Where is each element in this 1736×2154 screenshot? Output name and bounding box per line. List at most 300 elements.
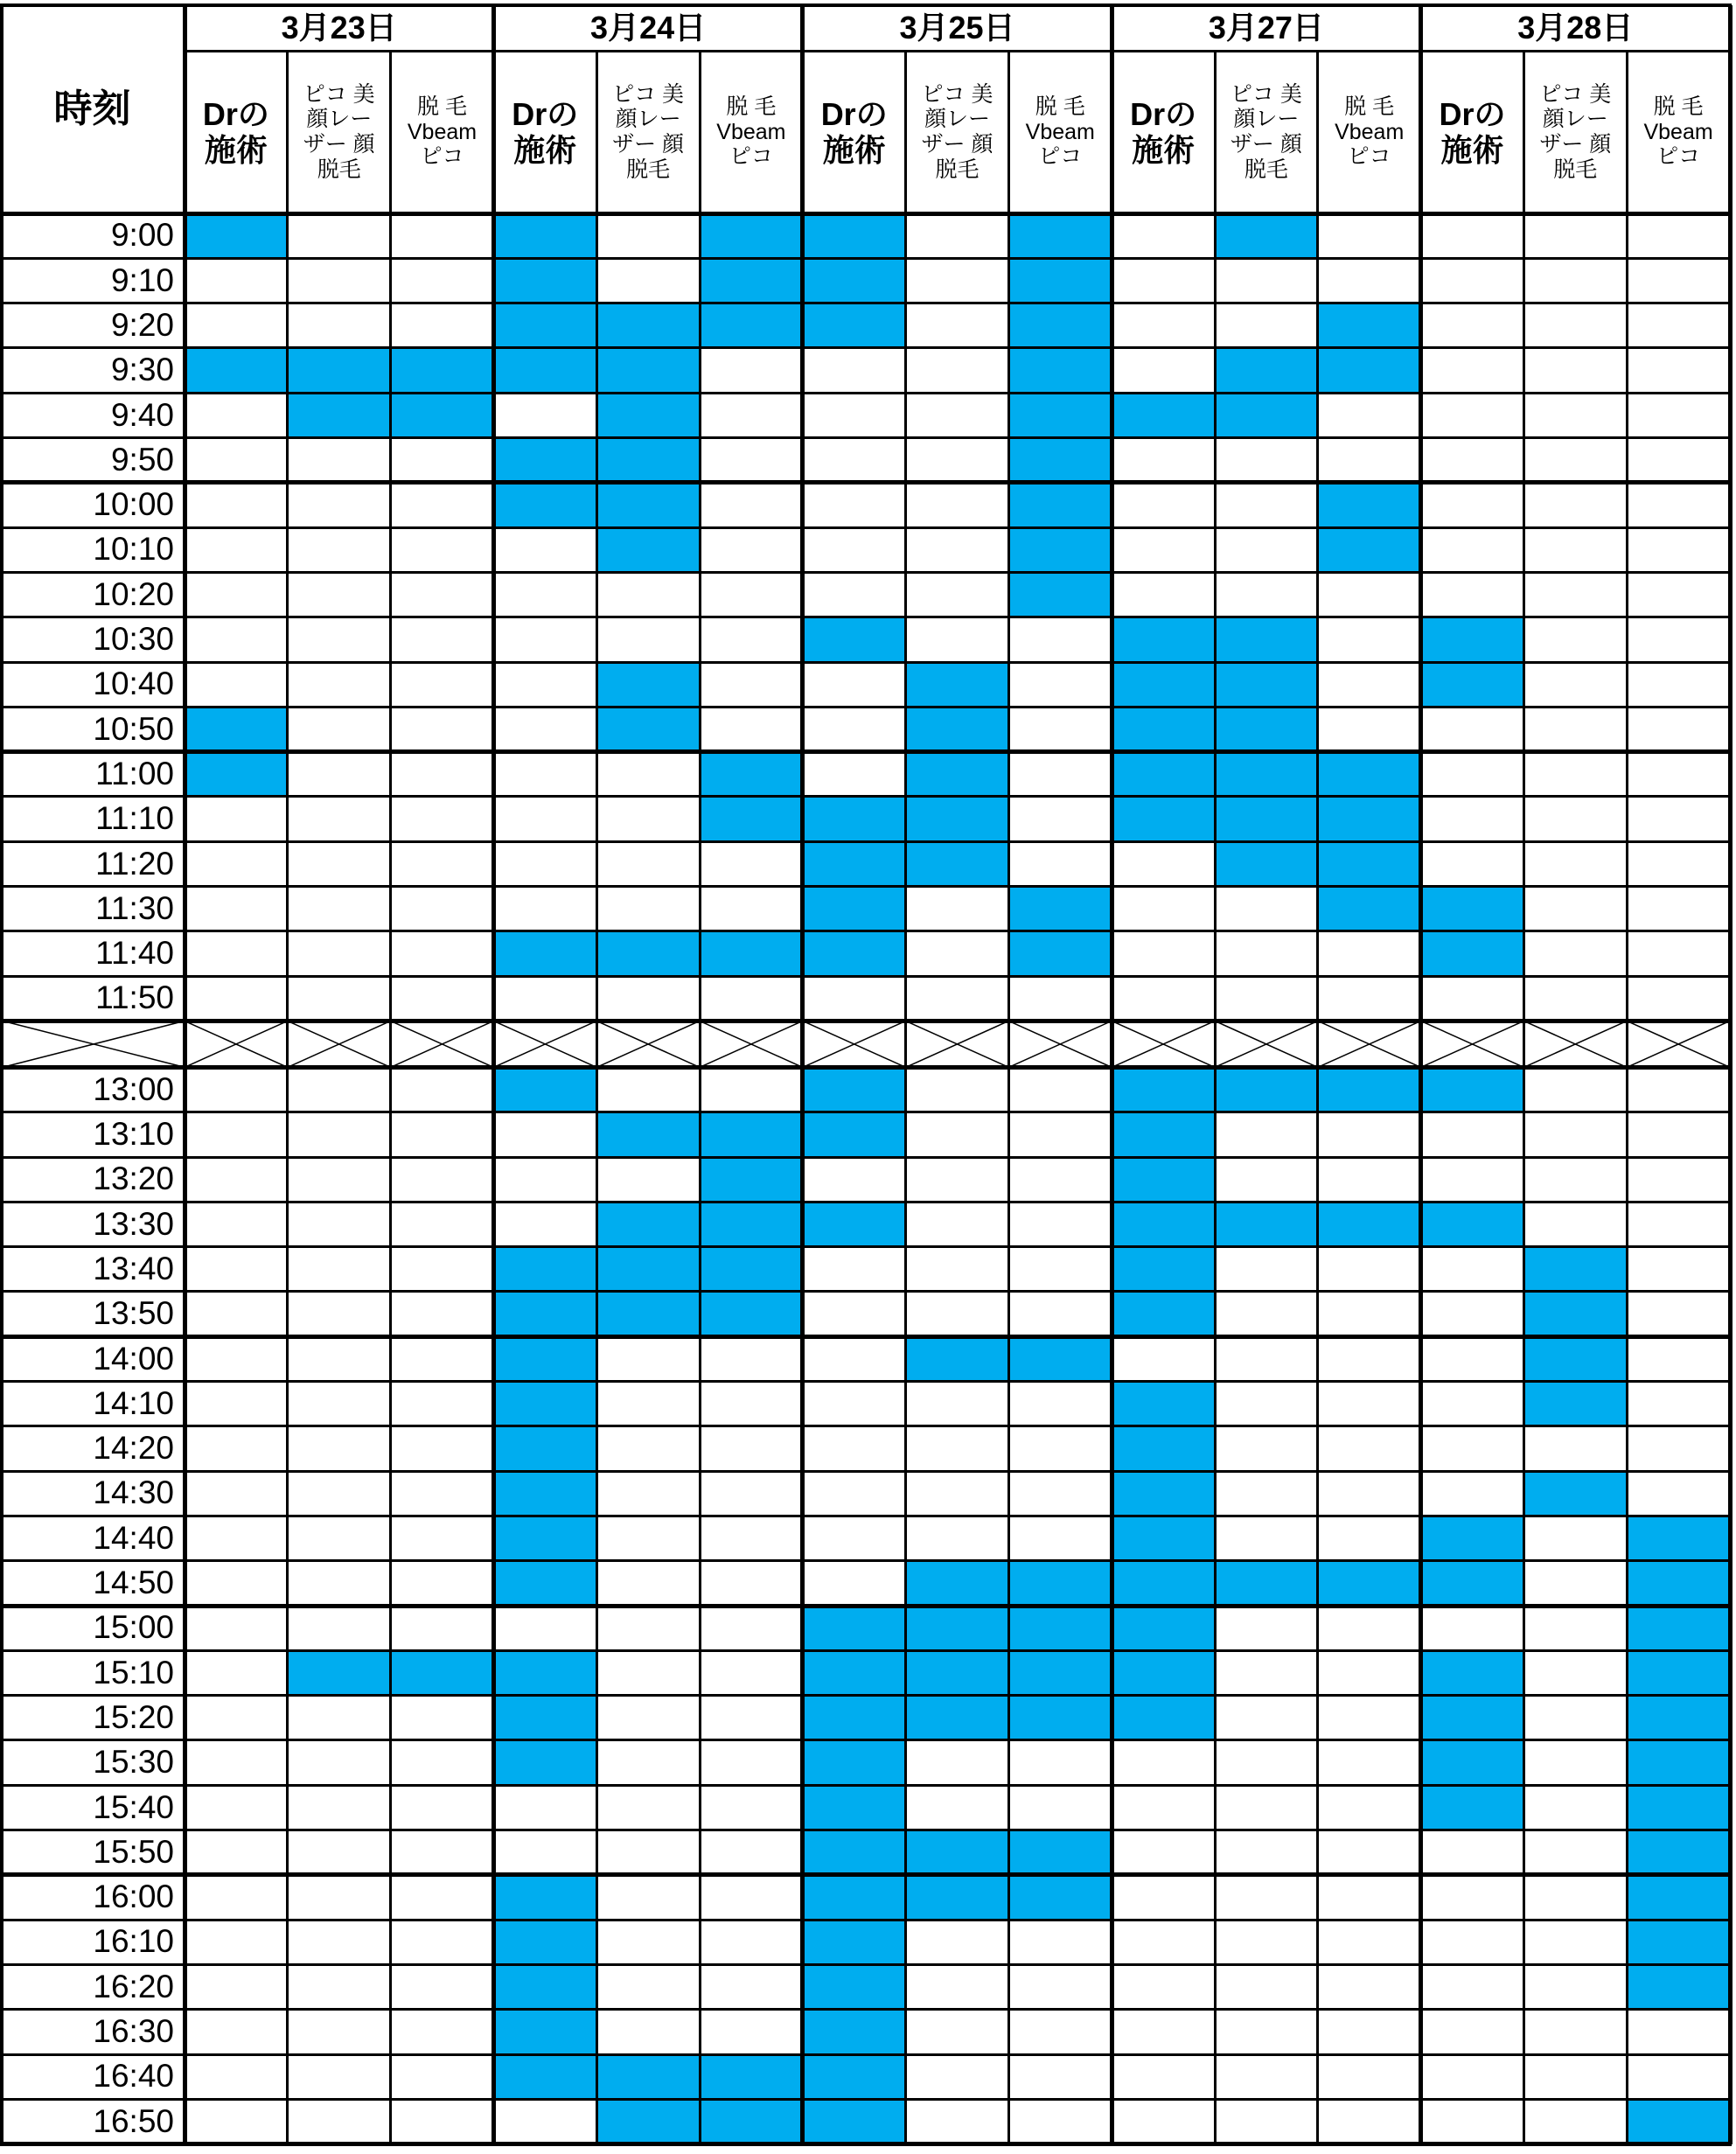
slot-cell [596,1740,700,1785]
subcolumn-header: ピコ 美 顔レー ザー 顔 脱毛 [1230,81,1302,182]
slot-cell [1318,662,1421,707]
slot-cell [1008,348,1112,393]
slot-cell [596,1067,700,1112]
slot-cell [1421,1875,1524,1920]
slot-cell [185,1606,288,1650]
slot-cell [1523,2099,1627,2144]
slot-cell [1008,2054,1112,2099]
slot-cell [391,1471,494,1516]
slot-cell [1215,2010,1318,2054]
slot-cell [391,1247,494,1292]
slot-cell [1627,1292,1730,1336]
lunch-cross-line [3,1021,185,1067]
slot-cell [1523,976,1627,1021]
slot-cell [1215,527,1318,572]
slot-cell [391,1157,494,1202]
slot-cell [1421,1740,1524,1785]
slot-cell [1318,303,1421,348]
slot-cell [1008,572,1112,617]
slot-cell [1627,1067,1730,1112]
slot-cell [1008,1516,1112,1560]
slot-cell [493,1067,596,1112]
slot-cell [803,572,906,617]
slot-cell [493,1516,596,1560]
time-label: 15:10 [93,1654,174,1690]
slot-cell [288,707,391,751]
grid-line [389,51,392,2144]
slot-cell [391,707,494,751]
slot-cell [700,841,803,886]
grid-line [0,1919,1732,1921]
slot-cell [596,1920,700,1964]
slot-cell [1008,617,1112,662]
grid-line [0,1201,1732,1203]
slot-cell [1112,572,1215,617]
slot-cell [391,1202,494,1246]
slot-cell [596,1875,700,1920]
slot-cell [803,707,906,751]
slot-cell [700,1202,803,1246]
slot-cell [288,1112,391,1157]
slot-cell [391,1830,494,1875]
slot-cell [1523,662,1627,707]
slot-cell [1421,1561,1524,1606]
slot-cell [803,527,906,572]
time-label: 16:50 [93,2102,174,2139]
slot-cell [700,2099,803,2144]
slot-cell [1215,483,1318,527]
slot-cell [1523,303,1627,348]
slot-cell [1523,1516,1627,1560]
slot-cell [1627,1875,1730,1920]
slot-cell [1523,527,1627,572]
slot-cell [700,1696,803,1740]
slot-cell [1627,1650,1730,1695]
time-label: 13:30 [93,1205,174,1242]
slot-cell [1112,1740,1215,1785]
slot-cell [596,213,700,258]
slot-cell [1318,841,1421,886]
slot-cell [1523,797,1627,841]
slot-cell [1318,617,1421,662]
slot-cell [1318,1516,1421,1560]
slot-cell [1112,707,1215,751]
slot-cell [1627,1471,1730,1516]
slot-cell [288,1157,391,1202]
slot-cell [1318,1561,1421,1606]
slot-cell [391,393,494,437]
slot-cell [700,1740,803,1785]
slot-cell [1318,1336,1421,1381]
slot-cell [1523,393,1627,437]
slot-cell [288,797,391,841]
time-label: 14:00 [93,1340,174,1377]
date-header: 3月25日 [899,10,1015,46]
slot-cell [596,1157,700,1202]
slot-cell [1523,483,1627,527]
slot-cell [1627,662,1730,707]
slot-cell [1008,752,1112,797]
slot-cell [391,1382,494,1426]
slot-cell [1215,887,1318,931]
slot-cell [1421,841,1524,886]
slot-cell [1008,707,1112,751]
slot-cell [1112,1471,1215,1516]
subcolumn-header: 脱 毛 Vbeam ピコ [1335,94,1405,170]
lunch-cross-line [1627,1021,1730,1067]
slot-cell [391,483,494,527]
slot-cell [493,483,596,527]
slot-cell [1523,1920,1627,1964]
slot-cell [1523,1964,1627,2009]
slot-cell [1627,887,1730,931]
slot-cell [1421,1247,1524,1292]
slot-cell [1112,1964,1215,2009]
subcolumn-header: 脱 毛 Vbeam ピコ [716,94,786,170]
slot-cell [700,527,803,572]
slot-cell [1008,1964,1112,2009]
slot-cell [1318,1292,1421,1336]
slot-cell [1112,213,1215,258]
slot-cell [803,976,906,1021]
slot-cell [1112,1426,1215,1471]
slot-cell [700,2010,803,2054]
slot-cell [493,213,596,258]
slot-cell [185,752,288,797]
slot-cell [1523,1696,1627,1740]
slot-cell [1008,1157,1112,1202]
slot-cell [288,752,391,797]
lunch-cross-line [185,1021,288,1067]
slot-cell [493,707,596,751]
slot-cell [803,1382,906,1426]
slot-cell [906,2099,1009,2144]
lunch-cross-line [1318,1021,1421,1067]
slot-cell [1112,1336,1215,1381]
slot-cell [1421,1920,1524,1964]
slot-cell [288,1696,391,1740]
slot-cell [1421,662,1524,707]
slot-cell [1215,393,1318,437]
slot-cell [185,1830,288,1875]
slot-cell [700,1292,803,1336]
slot-cell [1523,752,1627,797]
slot-cell [1215,1920,1318,1964]
slot-cell [1008,1740,1112,1785]
lunch-cross-line [1421,1021,1524,1067]
slot-cell [596,976,700,1021]
slot-cell [1523,572,1627,617]
slot-cell [1318,752,1421,797]
time-label: 13:40 [93,1250,174,1286]
slot-cell [596,1561,700,1606]
lunch-cross-line [700,1021,803,1067]
slot-cell [906,572,1009,617]
time-label: 11:40 [95,935,174,972]
slot-cell [391,1920,494,1964]
slot-cell [1112,1202,1215,1246]
slot-cell [1318,1606,1421,1650]
slot-cell [493,662,596,707]
slot-cell [1215,1650,1318,1695]
grid-line [492,5,496,2144]
slot-cell [288,438,391,483]
slot-cell [596,1112,700,1157]
slot-cell [1318,1157,1421,1202]
grid-line [1626,51,1628,2144]
slot-cell [596,1785,700,1830]
slot-cell [1008,1247,1112,1292]
slot-cell [1318,348,1421,393]
slot-cell [700,707,803,751]
slot-cell [493,976,596,1021]
slot-cell [1318,527,1421,572]
subcolumn-header: Drの 施術 [1130,95,1197,168]
lunch-cross-line [391,1021,494,1067]
slot-cell [1627,213,1730,258]
lunch-cross-line [803,1021,906,1067]
slot-cell [1215,1830,1318,1875]
slot-cell [391,1561,494,1606]
grid-line [0,930,1732,932]
slot-cell [288,303,391,348]
slot-cell [1318,1202,1421,1246]
grid-line [0,3,1732,7]
slot-cell [596,1964,700,2009]
slot-cell [185,1292,288,1336]
slot-cell [1112,2010,1215,2054]
grid-line [0,749,1732,754]
slot-cell [493,797,596,841]
grid-line [0,1739,1732,1741]
grid-line [1523,51,1525,2144]
slot-cell [1215,1696,1318,1740]
slot-cell [1523,2054,1627,2099]
slot-cell [1318,976,1421,1021]
slot-cell [288,931,391,976]
slot-cell [1008,841,1112,886]
slot-cell [288,1920,391,1964]
slot-cell [596,1696,700,1740]
slot-cell [1421,617,1524,662]
slot-cell [1112,797,1215,841]
slot-cell [185,707,288,751]
lunch-cross-line [596,1021,700,1067]
time-label: 15:00 [93,1609,174,1646]
time-label: 9:50 [110,441,174,478]
slot-cell [1318,1696,1421,1740]
slot-cell [1112,527,1215,572]
slot-cell [1627,797,1730,841]
grid-line [0,2142,1732,2146]
slot-cell [1318,2010,1421,2054]
slot-cell [1627,303,1730,348]
slot-cell [1627,617,1730,662]
grid-line [183,5,187,2144]
slot-cell [1627,2099,1730,2144]
subcolumn-header: ピコ 美 顔レー ザー 顔 脱毛 [303,81,375,182]
slot-cell [1215,1516,1318,1560]
lunch-cross-line [3,1021,185,1067]
slot-cell [1318,1920,1421,1964]
slot-cell [1627,1830,1730,1875]
slot-cell [1112,1650,1215,1695]
slot-cell [1627,1561,1730,1606]
slot-cell [906,1830,1009,1875]
slot-cell [1318,1382,1421,1426]
slot-cell [391,2099,494,2144]
slot-cell [1627,1112,1730,1157]
grid-line [0,1156,1732,1159]
slot-cell [493,2010,596,2054]
slot-cell [185,527,288,572]
slot-cell [1421,348,1524,393]
slot-cell [700,1157,803,1202]
slot-cell [906,707,1009,751]
lunch-cross-line [1215,1021,1318,1067]
slot-cell [1627,1336,1730,1381]
slot-cell [700,1920,803,1964]
lunch-cross-line [288,1021,391,1067]
time-label: 13:50 [93,1295,174,1332]
date-header: 3月23日 [281,10,397,46]
slot-cell [906,1696,1009,1740]
time-label: 14:30 [93,1474,174,1511]
slot-cell [803,1830,906,1875]
subcolumn-header: 脱 毛 Vbeam ピコ [1643,94,1713,170]
slot-cell [493,348,596,393]
slot-cell [803,1561,906,1606]
slot-cell [596,572,700,617]
slot-cell [493,1696,596,1740]
grid-line [0,1829,1732,1831]
grid-line [0,1470,1732,1473]
time-label: 14:50 [93,1565,174,1601]
slot-cell [1318,258,1421,303]
slot-cell [1215,2054,1318,2099]
slot-cell [1215,213,1318,258]
slot-cell [1523,887,1627,931]
slot-cell [185,841,288,886]
slot-cell [906,617,1009,662]
time-label: 11:20 [95,845,174,882]
slot-cell [1112,1606,1215,1650]
slot-cell [1421,1067,1524,1112]
slot-cell [1627,348,1730,393]
slot-cell [493,1920,596,1964]
slot-cell [803,2010,906,2054]
slot-cell [493,1875,596,1920]
slot-cell [1112,976,1215,1021]
slot-cell [391,1964,494,2009]
slot-cell [493,1157,596,1202]
slot-cell [1215,1471,1318,1516]
slot-cell [596,662,700,707]
slot-cell [1215,2099,1318,2144]
slot-cell [906,213,1009,258]
slot-cell [391,1112,494,1157]
slot-cell [1523,1561,1627,1606]
slot-cell [906,1382,1009,1426]
slot-cell [1215,572,1318,617]
slot-cell [700,1561,803,1606]
slot-cell [1112,1247,1215,1292]
slot-cell [1008,1336,1112,1381]
time-label: 16:10 [93,1923,174,1960]
slot-cell [1318,1247,1421,1292]
slot-cell [1523,348,1627,393]
slot-cell [1008,1202,1112,1246]
slot-cell [185,303,288,348]
slot-cell [1112,841,1215,886]
slot-cell [596,1292,700,1336]
slot-cell [803,1157,906,1202]
slot-cell [288,1382,391,1426]
slot-cell [1421,1606,1524,1650]
slot-cell [1215,1067,1318,1112]
slot-cell [1215,797,1318,841]
slot-cell [1627,1426,1730,1471]
slot-cell [700,617,803,662]
slot-cell [1215,1336,1318,1381]
slot-cell [1421,2099,1524,2144]
grid-line [0,480,1732,484]
slot-cell [596,438,700,483]
time-label: 11:50 [95,979,174,1016]
slot-cell [1215,1112,1318,1157]
slot-cell [700,662,803,707]
slot-cell [906,1650,1009,1695]
slot-cell [803,483,906,527]
slot-cell [803,348,906,393]
slot-cell [906,1112,1009,1157]
slot-cell [185,976,288,1021]
slot-cell [1627,752,1730,797]
slot-cell [1112,1292,1215,1336]
slot-cell [185,483,288,527]
lunch-cross-line [596,1021,700,1067]
slot-cell [391,572,494,617]
slot-cell [596,393,700,437]
slot-cell [1215,303,1318,348]
slot-cell [185,887,288,931]
grid-line [286,51,289,2144]
grid-line [0,436,1732,439]
lunch-cross-line [1112,1021,1215,1067]
grid-line [0,1559,1732,1562]
slot-cell [1318,1785,1421,1830]
grid-line [0,1649,1732,1652]
slot-cell [1421,976,1524,1021]
slot-cell [1421,2010,1524,2054]
slot-cell [1215,1292,1318,1336]
slot-cell [391,1336,494,1381]
slot-cell [1215,617,1318,662]
slot-cell [1627,1382,1730,1426]
slot-cell [803,393,906,437]
slot-cell [700,348,803,393]
slot-cell [1215,1740,1318,1785]
slot-cell [493,438,596,483]
time-label: 16:40 [93,2058,174,2095]
slot-cell [288,662,391,707]
slot-cell [288,1830,391,1875]
slot-cell [391,1292,494,1336]
slot-cell [803,752,906,797]
slot-cell [1421,931,1524,976]
slot-cell [1318,572,1421,617]
slot-cell [596,931,700,976]
